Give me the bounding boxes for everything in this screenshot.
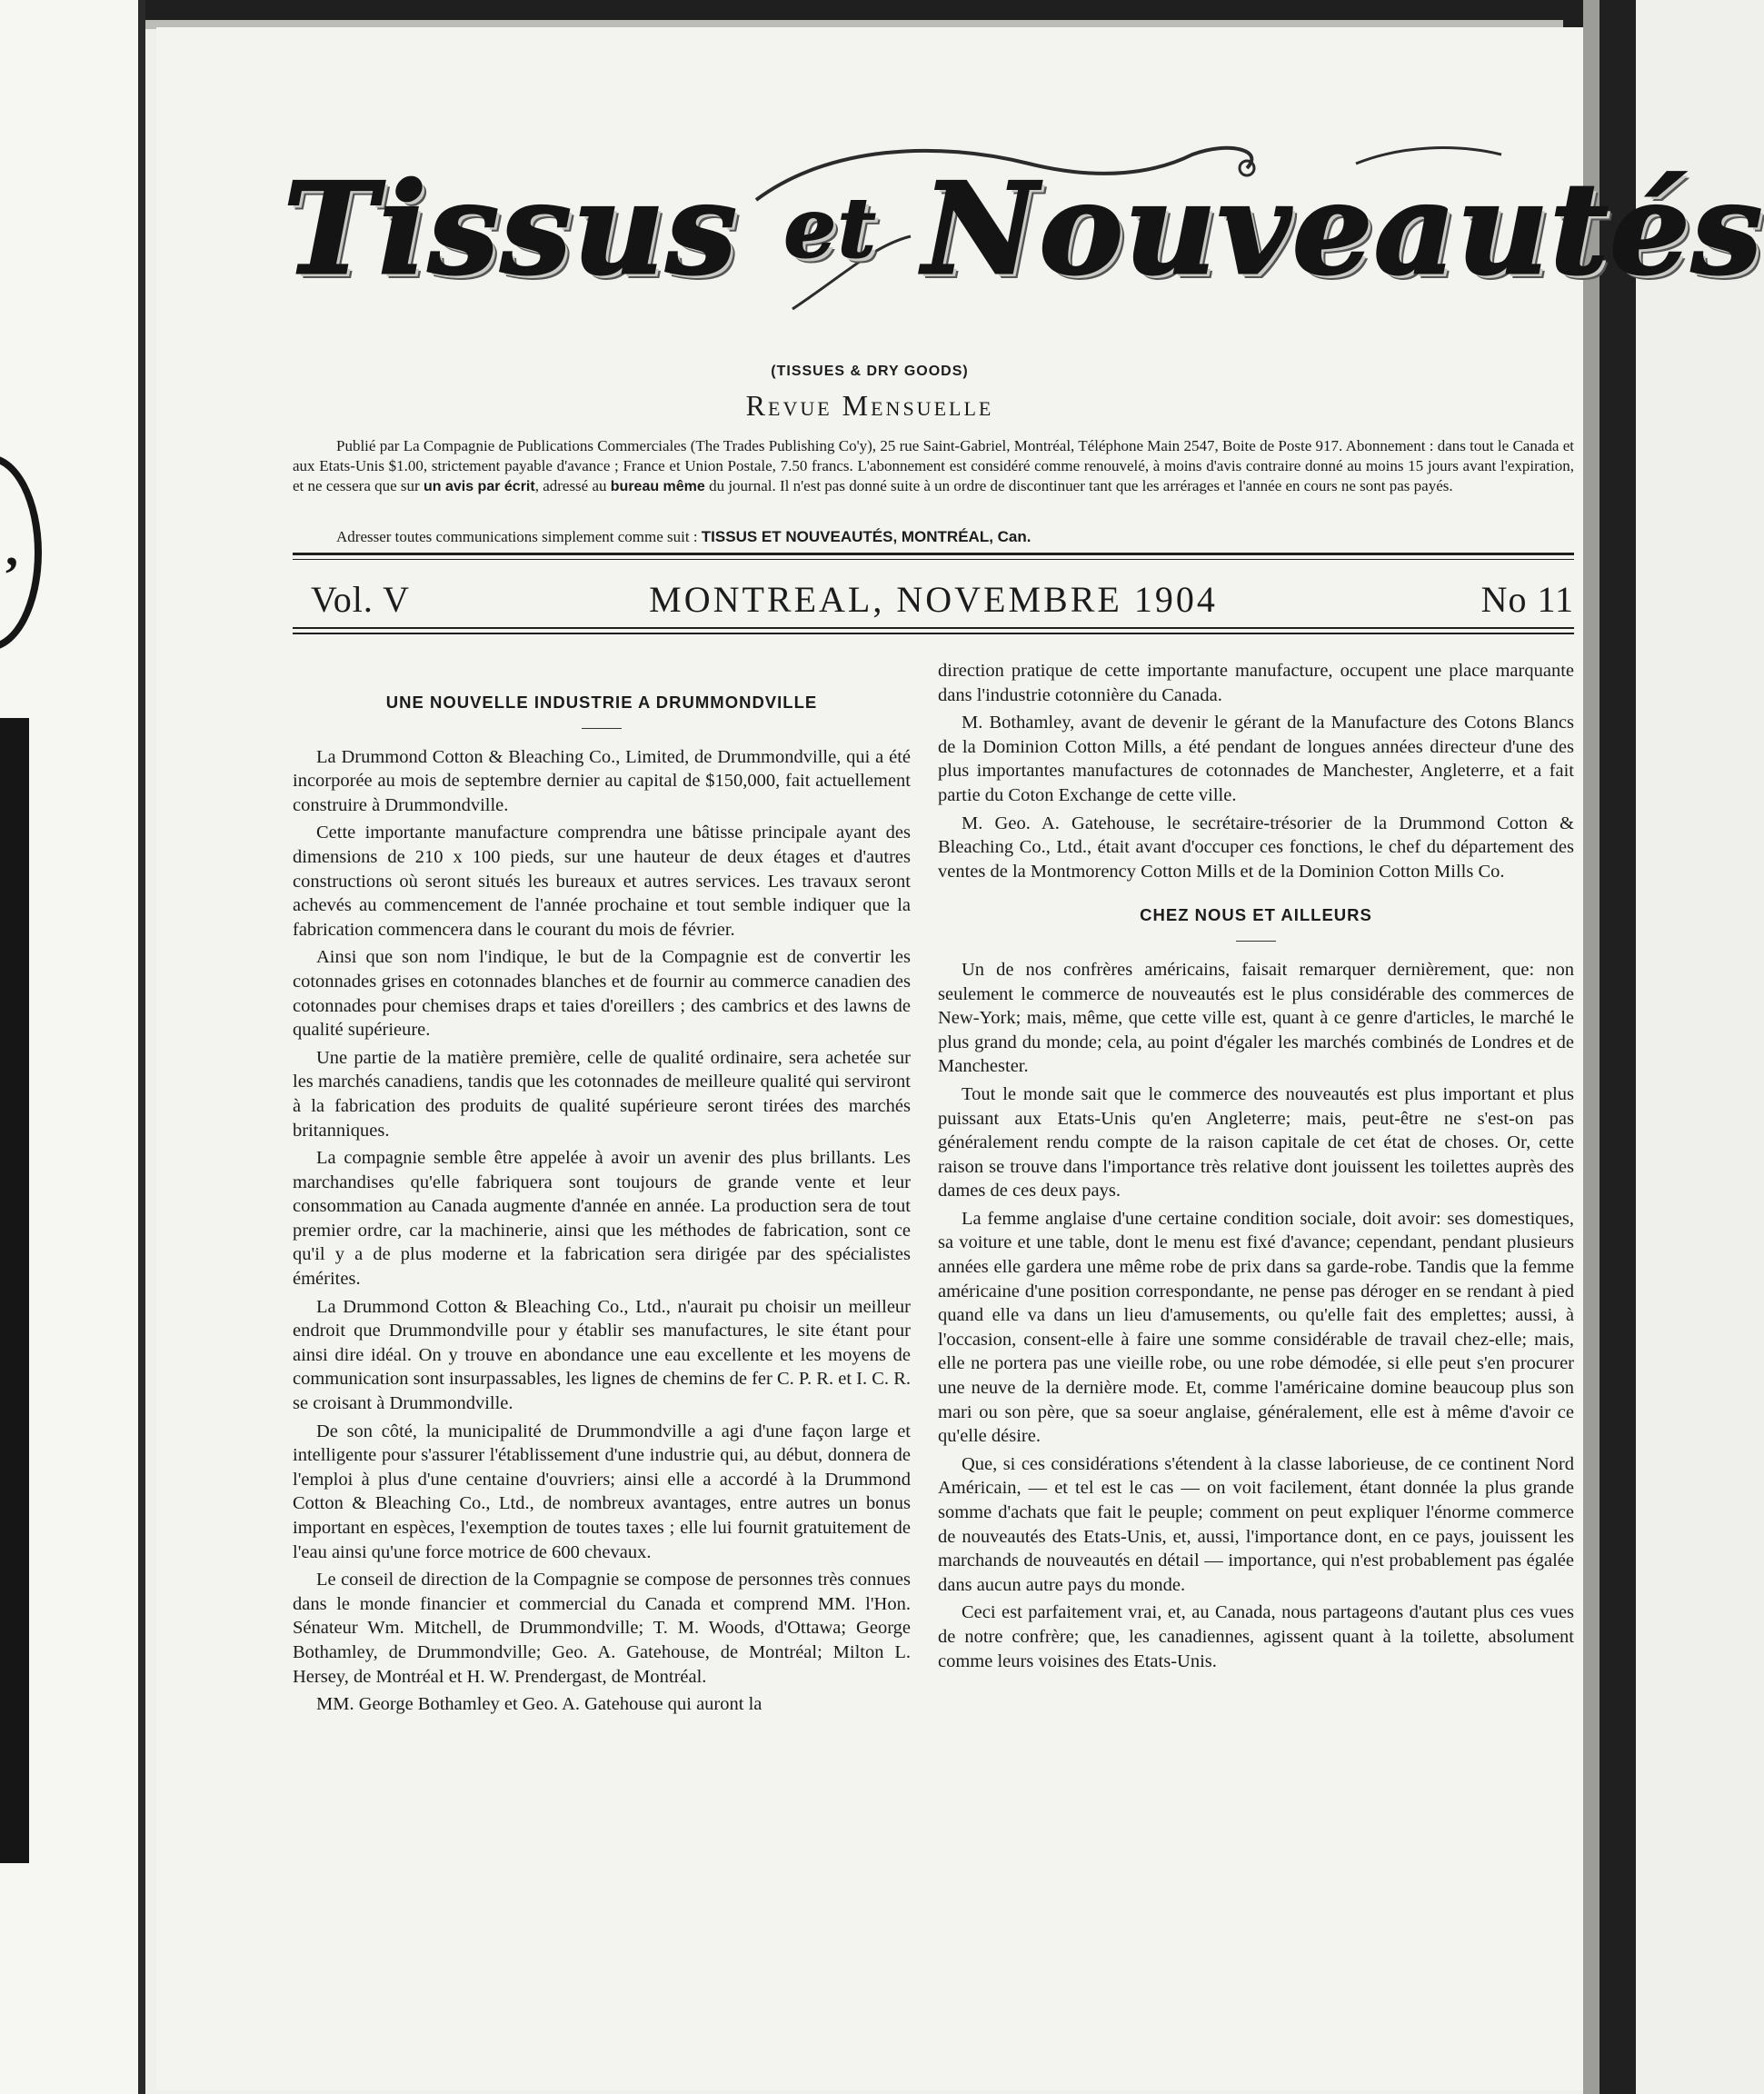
header-rule-bottom — [293, 627, 1574, 629]
article1-continuation: direction pratique de cette importante manufacture, occupent une place marquante dans l'industrie cotonnière du Canada. — [938, 661, 1574, 705]
subtitle-english: (TISSUES & DRY GOODS) — [771, 364, 969, 379]
article1-paragraph: La compagnie semble être appelée à avoir un avenir des plus brillants. Les marchandises qu'elle fabriquera sont toujours de grande vente et leur consommation au Canada augmente d'année en année. La production sera de tout premier ordre, car la machinerie, ainsi que les méthodes de fabrication, sont ce qu'il y a de plus moderne et la fabrication sera dirigée par des spécialistes émérites. — [293, 1148, 911, 1290]
article1-paragraph: Cette importante manufacture comprendra une bâtisse principale ayant des dimensions de 210 x 100 pieds, sur une hauteur de deux étages et d'autres constructions où seront situés les bureaux et autres services. Les travaux seront achevés au commencement de l'année prochaine et tout semble indiquer que la fabrication commencera dans le courant du mois de février. — [293, 823, 911, 940]
article1-heading: UNE NOUVELLE INDUSTRIE A DRUMMONDVILLE — [385, 693, 818, 712]
article1-paragraph: La Drummond Cotton & Bleaching Co., Limited, de Drummondville, qui a été incorporée au mois de septembre dernier au capital de $150,000, fait actuellement construire à Drummondville. — [293, 746, 911, 815]
publication-info-bureau: bureau même — [610, 479, 705, 494]
issue-volume: Vol. V — [311, 579, 411, 620]
article1-paragraph-right: M. Geo. A. Gatehouse, le secrétaire-trésorier de la Drummond Cotton & Bleaching Co., Ltd., était avant d'occuper ces fonctions, le chef du département des ventes de la Montmorency Cotton Mills et de la Dominion Cotton Mills Co. — [938, 813, 1574, 882]
issue-line — [293, 573, 1574, 627]
article2-paragraph: Un de nos confrères américains, faisait remarquer dernièrement, que: non seulement le commerce de nouveautés est le plus considérable des commerces de New-York; mais, même, que cette ville est, quant à ce genre d'articles, le marché le plus grand du monde; cela, au point d'égaler les marchés combinés de Londres et de Manchester. — [938, 959, 1574, 1077]
publication-contact — [293, 527, 1574, 547]
publication-info-text-b: , adressé au — [534, 477, 607, 494]
publication-info — [293, 436, 1574, 497]
article1-paragraph: Une partie de la matière première, celle de qualité ordinaire, sera achetée sur les marchés canadiens, tandis que les cotonnades de meilleure qualité qui serviront à la fabrication des produits de qualité supérieure seront tirées des marchés britanniques. — [293, 1047, 911, 1141]
masthead-title-part1: Tissus — [284, 155, 739, 303]
article2-paragraph: La femme anglaise d'une certaine condition sociale, doit avoir: ses domestiques, sa voiture et une table, dont le menu est fixé d'avance; cependant, pendant plusieurs années elle gardera une même robe de prix dans sa garde-robe. Tandis que la femme américaine d'une position correspondante, ne pense pas déroger en se rendant à pied quand elle va dans un lieu d'amusements, ou qu'elle fait des emplettes; aussi, à l'occasion, consent-elle à faire une somme considérable de travail chez-elle; mais, elle ne portera pas une vieille robe, ou une robe démodée, si elle peut s'en procurer une neuve de la dernière mode. Et, comme l'américaine domine beaucoup plus son mari ou son père, que sa soeur anglaise, généralement, elle est à même d'avoir ce qu'elle désire. — [938, 1208, 1574, 1447]
page-gutter-line — [138, 0, 145, 2094]
masthead-title-part2: Nouveautés — [922, 155, 1764, 303]
scan-right-shadow — [1583, 0, 1600, 2094]
article1-paragraph: Le conseil de direction de la Compagnie se compose de personnes très connues dans le monde financier et commercial du Canada et comprend MM. l'Hon. Sénateur Wm. Mitchell, de Drummondville; T. M. Woods, d'Ottawa; George Bothamley, de Drummondville; Geo. A. Gatehouse, de Montréal; Milton L. Hersey, de Montréal et H. W. Prendergast, de Montréal. — [293, 1570, 911, 1687]
article2-divider — [1236, 941, 1276, 942]
contact-address: TISSUS ET NOUVEAUTÉS, MONTRÉAL, Can. — [701, 528, 1031, 545]
masthead — [284, 136, 1764, 345]
column-left — [293, 682, 911, 1720]
adjacent-page-mark: , — [5, 521, 18, 577]
issue-number: No 11 — [1480, 579, 1574, 620]
header-rule-bottom-2 — [293, 633, 1574, 634]
article1-divider — [582, 728, 622, 729]
publication-info-text-a: Publié par La Compagnie de Publications Commerciales (The Trades Publishing Co'y), 25 rue Saint-Gabriel, Montréal, Téléphone Main 2547, Boite de Poste 917. Abonnement : dans tout le Canada et aux Etats-Unis $1.00, strictement payable d'avance ; France et Union Postale, 7.50 francs. L'abonnement est considéré comme renouvelé, à moins d'avis contraire donné au moins 15 jours avant l'expiration, et ne cessera que sur — [293, 437, 1574, 494]
header-rule-top — [293, 553, 1574, 560]
issue-place-date: MONTREAL, NOVEMBRE 1904 — [649, 579, 1218, 620]
adjacent-page-bar — [0, 718, 29, 1863]
scan-right-edge — [1600, 0, 1636, 2094]
publication-info-avis: un avis par écrit — [423, 479, 535, 494]
article2-paragraph: Que, si ces considérations s'étendent à la classe laborieuse, de ce continent Nord Américain, — et tel est le cas — on voit facilement, étant donnée la plus grande somme d'achats que fait le peuple; comment on peut expliquer l'énorme commerce de nouveautés des Etats-Unis, et, aussi, l'importance dont, en ce pays, jouissent les marchands de nouveautés en détail — importance, qui n'est probablement pas égalée dans aucun autre pays du monde. — [938, 1453, 1574, 1595]
publication-info-text-c: du journal. Il n'est pas donné suite à un ordre de discontinuer tant que les arrérages et l'année en cours ne sont pas payés. — [709, 477, 1453, 494]
article2-paragraph: Ceci est parfaitement vrai, et, au Canada, nous partageons d'autant plus ces vues de notre confrère; que, les canadiennes, agissent quant à la toilette, absolument comme leurs voisines des Etats-Unis. — [938, 1602, 1574, 1671]
subtitle-french: Revue Mensuelle — [745, 389, 994, 422]
newspaper-page — [156, 27, 1764, 2090]
article1-paragraph: Ainsi que son nom l'indique, le but de la Compagnie est de convertir les cotonnades grises en cotonnades blanches et de fournir au commerce canadien des cotonnades pour chemises draps et taies d'oreillers ; des cambrics et des lawns de qualité supérieure. — [293, 947, 911, 1041]
article1-paragraph: La Drummond Cotton & Bleaching Co., Ltd., n'aurait pu choisir un meilleur endroit que Drummondville pour y établir ses manufactures, le site étant pour ainsi dire idéal. On y trouve en abondance une eau excellente et les moyens de communication sont insurpassables, les lignes de chemins de fer C. P. R. et I. C. R. se croisant à Drummondville. — [293, 1296, 911, 1414]
article2-paragraph: Tout le monde sait que le commerce des nouveautés est plus important et plus puissant aux Etats-Unis qu'en Angleterre; mais, peut-être ne s'est-on pas généralement rendu compte de la raison capitale de cet état de choses. Or, cette raison se trouve dans l'importance très relative dont jouissent les toilettes auprès des dames de ces deux pays. — [938, 1083, 1574, 1202]
article1-paragraph: MM. George Bothamley et Geo. A. Gatehouse qui auront la — [316, 1694, 762, 1715]
column-right — [938, 659, 1574, 1677]
masthead-title — [284, 155, 1764, 303]
article1-paragraph-right: M. Bothamley, avant de devenir le gérant de la Manufacture des Cotons Blancs de la Dominion Cotton Mills, a été pendant de longues années directeur d'une des plus importantes manufactures de cotonnades de Manchester, Angleterre, et a fait partie du Coton Exchange de cette ville. — [938, 713, 1574, 805]
masthead-title-et: et — [783, 180, 878, 276]
contact-prefix: Adresser toutes communications simplement comme suit : — [336, 528, 698, 545]
article1-paragraph: De son côté, la municipalité de Drummondville a agi d'une façon large et intelligente pour s'assurer l'établissement d'une industrie qui, au début, donnera de l'emploi à plus d'une centaine d'ouvriers; ainsi elle a accordé à la Drummond Cotton & Bleaching Co., Ltd., de nombreux avantages, entre autres un bonus important en espèces, l'exemption de toutes taxes ; elle lui fournit gratuitement de l'eau ainsi qu'une force motrice de 600 chevaux. — [293, 1421, 911, 1562]
article2-heading: CHEZ NOUS ET AILLEURS — [1140, 905, 1372, 925]
